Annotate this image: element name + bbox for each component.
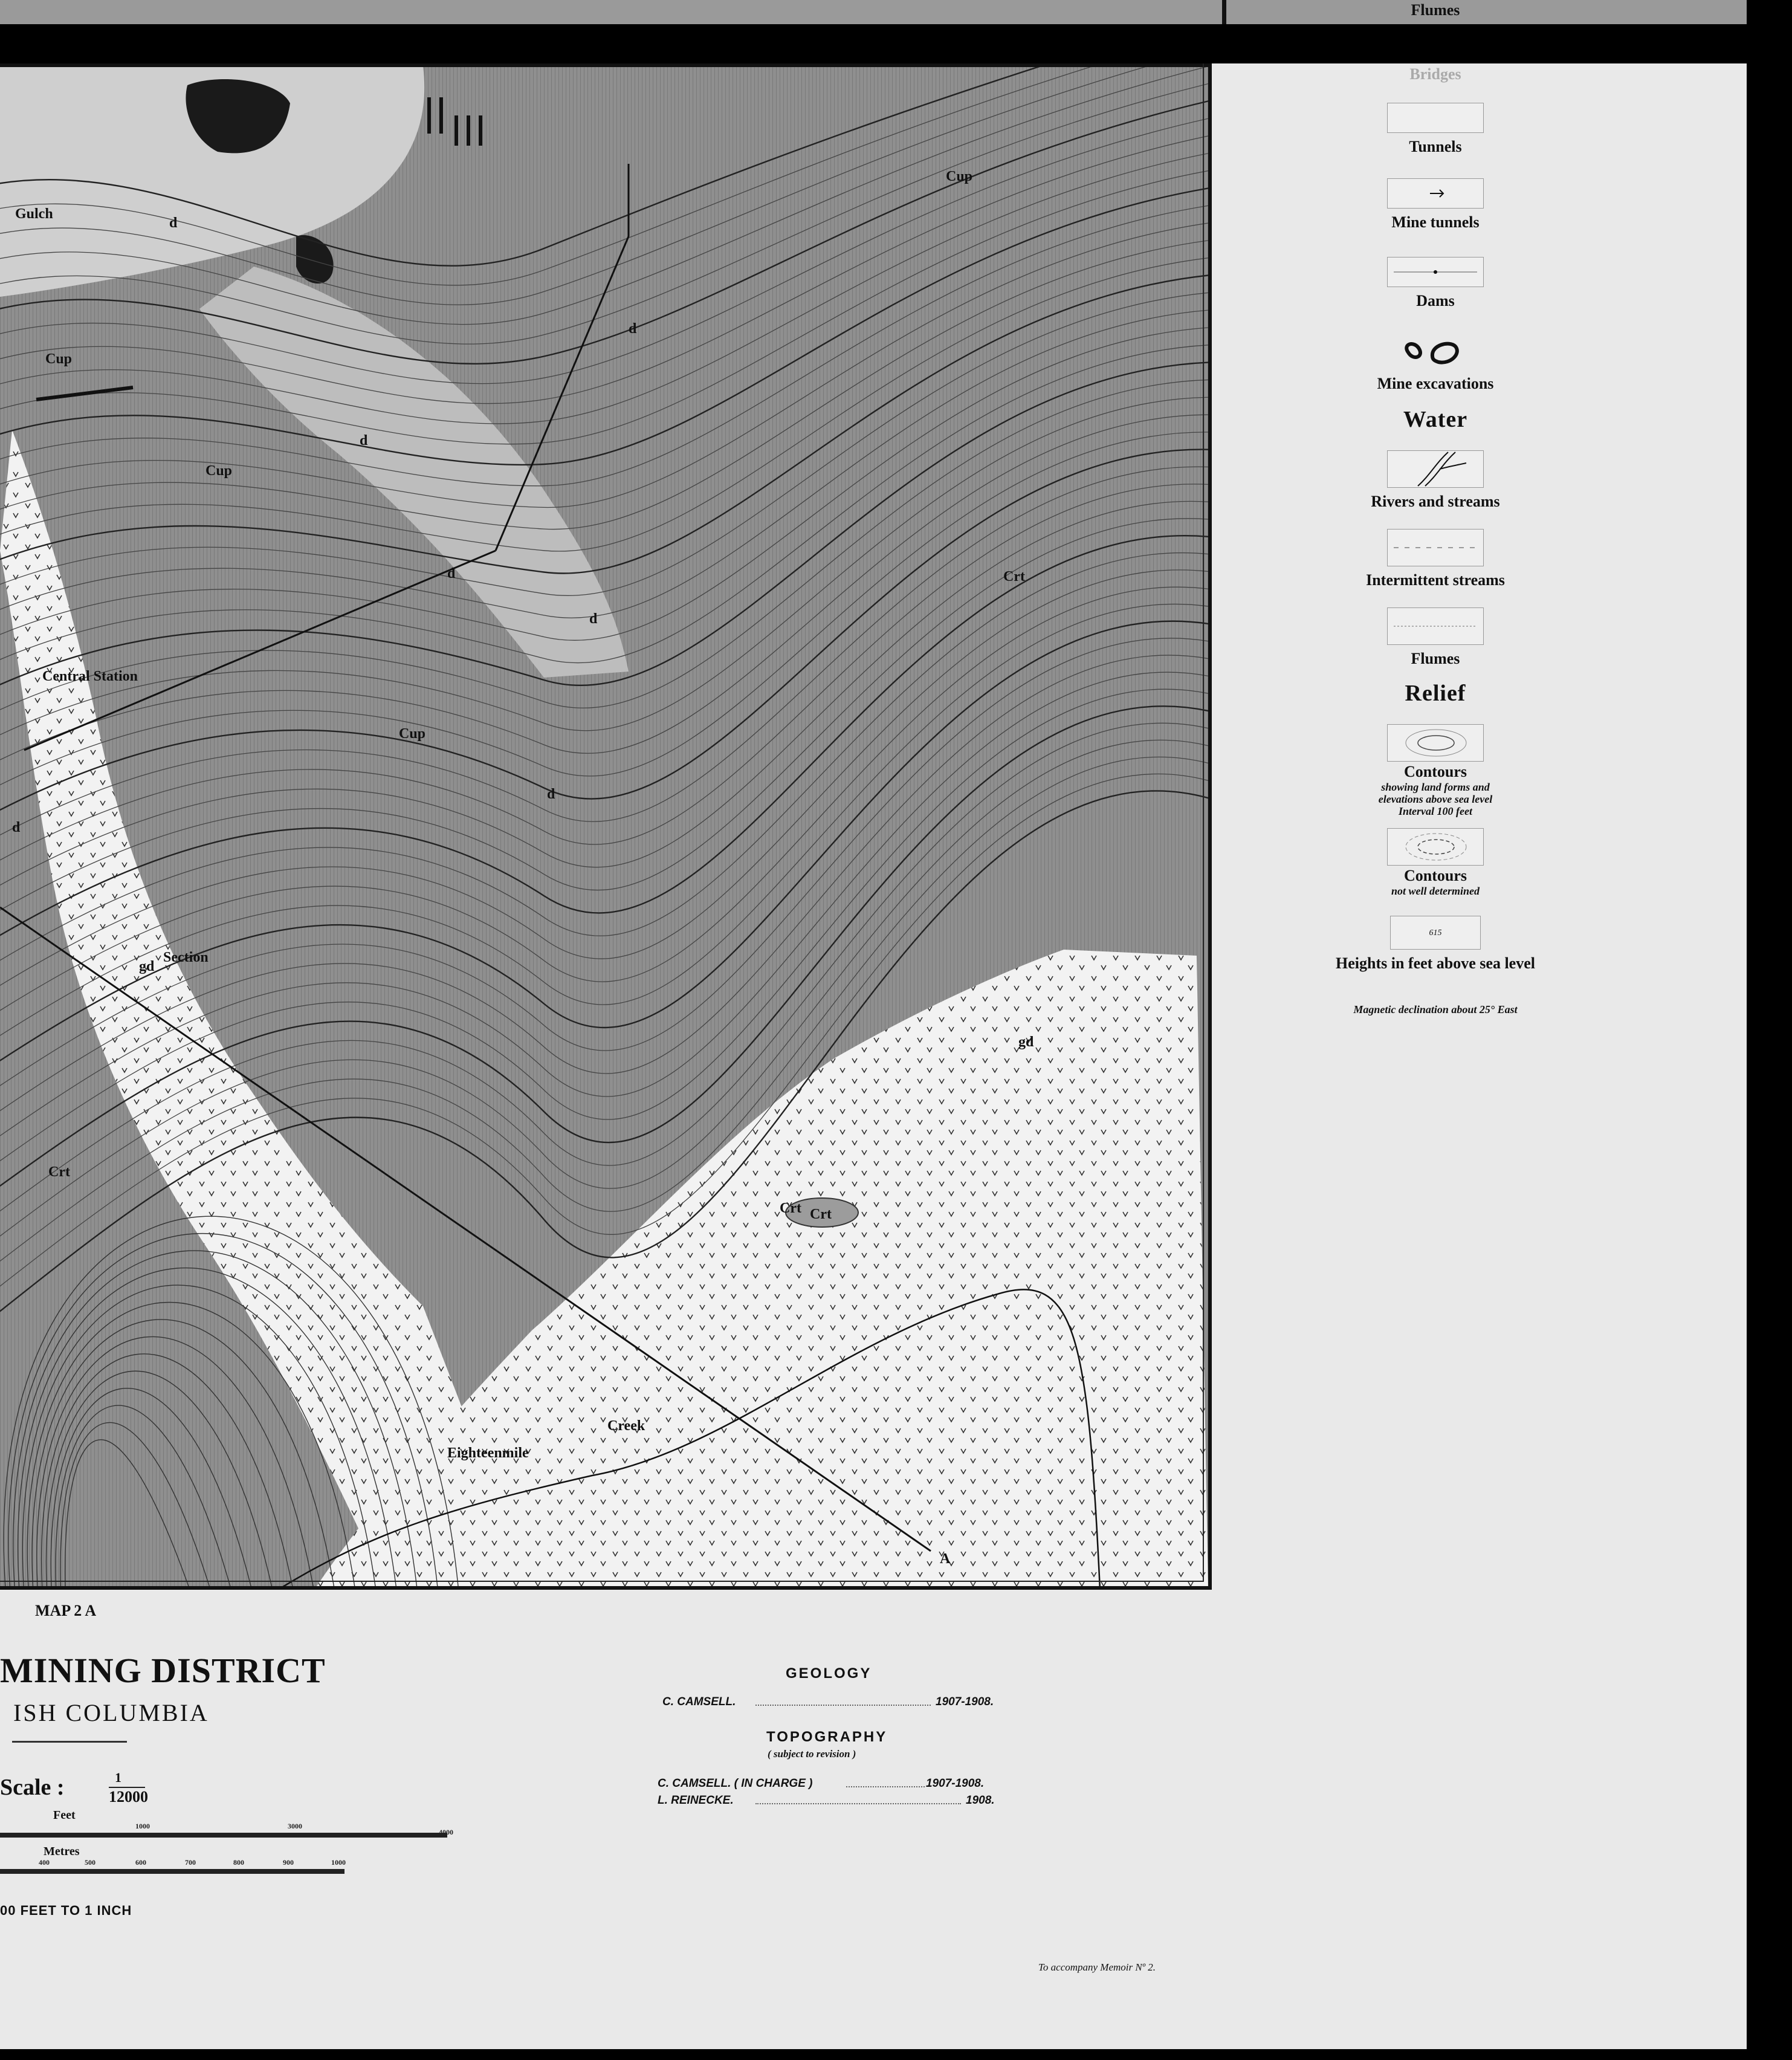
scale-ratio-text: 00 FEET TO 1 INCH xyxy=(0,1903,132,1918)
map-label: Central Station xyxy=(42,669,138,684)
metres-tick-900: 900 xyxy=(283,1858,294,1867)
map-label: Section xyxy=(163,950,209,965)
water-heading: Water xyxy=(1403,407,1468,432)
intermittent-swatch xyxy=(1387,529,1484,566)
legend-contours-label: Contours xyxy=(1403,763,1467,780)
contours-swatch xyxy=(1387,724,1484,762)
legend-contours-sub-1: showing land forms and xyxy=(1381,781,1490,793)
scan-right-edge xyxy=(1747,0,1792,2060)
legend-declination xyxy=(1224,1003,1647,1015)
map-label: gd xyxy=(1018,1034,1034,1050)
map-label: d xyxy=(447,566,456,581)
legend-item-tunnels xyxy=(1224,103,1647,156)
legend-tunnels-label: Tunnels xyxy=(1409,138,1462,155)
topography-heading: TOPOGRAPHY xyxy=(766,1729,888,1745)
scale-label: Scale : xyxy=(0,1775,65,1800)
legend-contours-nwd-label: Contours xyxy=(1403,867,1467,884)
topography-leader-1 xyxy=(846,1786,925,1787)
topography-years-2: 1908. xyxy=(966,1794,995,1807)
map-label: d xyxy=(547,786,555,802)
legend-item-mine-excavations xyxy=(1224,335,1647,393)
map-label: d xyxy=(169,215,178,231)
legend-item-mine-tunnels xyxy=(1224,178,1647,232)
legend-contours-sub-3: Interval 100 feet xyxy=(1399,805,1472,817)
feet-tick-1000: 1000 xyxy=(135,1822,150,1830)
mine-excavations-symbol xyxy=(1384,335,1487,372)
map-label: Cup xyxy=(946,169,973,184)
legend-contours-sub-2: elevations above sea level xyxy=(1378,793,1493,805)
legend-heights-label: Heights in feet above sea level xyxy=(1336,954,1535,972)
map-label: d xyxy=(589,611,598,627)
topographic-map xyxy=(0,67,1208,1590)
legend-item-flumes xyxy=(1224,607,1647,668)
legend-item-contours xyxy=(1224,724,1647,817)
map-label: d xyxy=(12,820,21,835)
map-label: Cup xyxy=(45,351,73,367)
map-frame xyxy=(0,63,1212,1590)
metres-tick-1000: 1000 xyxy=(331,1858,346,1867)
legend xyxy=(1224,0,1647,1040)
feet-scale-bar xyxy=(0,1833,447,1838)
heights-swatch: 615 xyxy=(1390,916,1481,950)
metres-tick-700: 700 xyxy=(185,1858,196,1867)
legend-item-contours-nwd xyxy=(1224,828,1647,897)
geology-credit: C. CAMSELL. xyxy=(662,1696,736,1708)
scan-bottom-edge xyxy=(0,2049,1792,2060)
legend-dams-label: Dams xyxy=(1416,292,1455,309)
legend-rivers-label: Rivers and streams xyxy=(1371,493,1500,510)
metres-tick-500: 500 xyxy=(85,1858,95,1867)
topography-years-1: 1907-1908. xyxy=(926,1777,985,1790)
map-label: Cup xyxy=(399,726,426,742)
map-label: Crt xyxy=(48,1164,70,1180)
mine-tunnels-swatch xyxy=(1387,178,1484,209)
scale-numerator: 1 xyxy=(115,1770,121,1785)
district-title: MINING DISTRICT xyxy=(0,1651,326,1690)
legend-water-heading xyxy=(1224,406,1647,433)
flumes-swatch xyxy=(1387,607,1484,645)
map-label: Creek xyxy=(607,1418,645,1434)
feet-tick-3000: 3000 xyxy=(288,1822,302,1830)
topography-subtitle: ( subject to revision ) xyxy=(768,1748,856,1760)
legend-item-bridges xyxy=(1224,60,1647,83)
legend-flumes-label: Flumes xyxy=(1411,650,1460,667)
legend-mine-excavations-label: Mine excavations xyxy=(1377,375,1494,392)
map-label: Eighteenmile xyxy=(447,1445,529,1461)
metres-scale-bar xyxy=(0,1869,344,1874)
metres-tick-800: 800 xyxy=(233,1858,244,1867)
province-title: ISH COLUMBIA xyxy=(13,1699,209,1726)
scale-denominator: 12000 xyxy=(109,1788,148,1806)
map-label: d xyxy=(629,321,637,337)
map-label: d xyxy=(360,433,368,449)
legend-bridges-label: Bridges xyxy=(1409,65,1461,83)
metres-tick-400: 400 xyxy=(39,1858,50,1867)
rivers-swatch xyxy=(1387,450,1484,488)
map-label: A xyxy=(940,1551,951,1567)
topography-credit-2: L. REINECKE. xyxy=(658,1794,734,1807)
memoir-note: To accompany Memoir Nº 2. xyxy=(1038,1961,1156,1973)
feet-tick-4000: 4000 xyxy=(439,1828,453,1836)
title-rule xyxy=(12,1741,127,1743)
legend-item-dams xyxy=(1224,257,1647,310)
map-label: gd xyxy=(139,959,155,974)
geology-heading: GEOLOGY xyxy=(786,1665,872,1682)
legend-item-rivers xyxy=(1224,450,1647,511)
topography-leader-2 xyxy=(755,1803,961,1804)
metres-label: Metres xyxy=(44,1845,80,1858)
dams-swatch xyxy=(1387,257,1484,287)
legend-contours-nwd-sub: not well determined xyxy=(1391,885,1480,897)
map-label: Crt xyxy=(1003,569,1025,585)
relief-heading: Relief xyxy=(1405,681,1466,706)
feet-label: Feet xyxy=(53,1809,76,1822)
tunnels-swatch xyxy=(1387,103,1484,133)
legend-flumes-top-label: Flumes xyxy=(1411,1,1460,19)
topography-credit-1: C. CAMSELL. ( IN CHARGE ) xyxy=(658,1777,813,1790)
map-label: Gulch xyxy=(15,206,53,222)
legend-flumes-top xyxy=(1224,1,1647,19)
map-number: MAP 2 A xyxy=(35,1602,97,1619)
map-label: Crt xyxy=(780,1200,801,1216)
map-label: Cup xyxy=(205,463,233,479)
title-block xyxy=(0,1596,1209,2049)
metres-tick-600: 600 xyxy=(135,1858,146,1867)
legend-item-intermittent xyxy=(1224,529,1647,589)
geology-leader xyxy=(755,1705,931,1706)
map-label: Crt xyxy=(810,1207,832,1222)
legend-intermittent-label: Intermittent streams xyxy=(1366,571,1505,589)
contours-nwd-swatch xyxy=(1387,828,1484,866)
legend-mine-tunnels-label: Mine tunnels xyxy=(1391,213,1480,231)
declination-note: Magnetic declination about 25° East xyxy=(1353,1003,1518,1015)
legend-relief-heading xyxy=(1224,680,1647,707)
legend-item-heights xyxy=(1224,916,1647,973)
geology-years: 1907-1908. xyxy=(936,1696,994,1708)
